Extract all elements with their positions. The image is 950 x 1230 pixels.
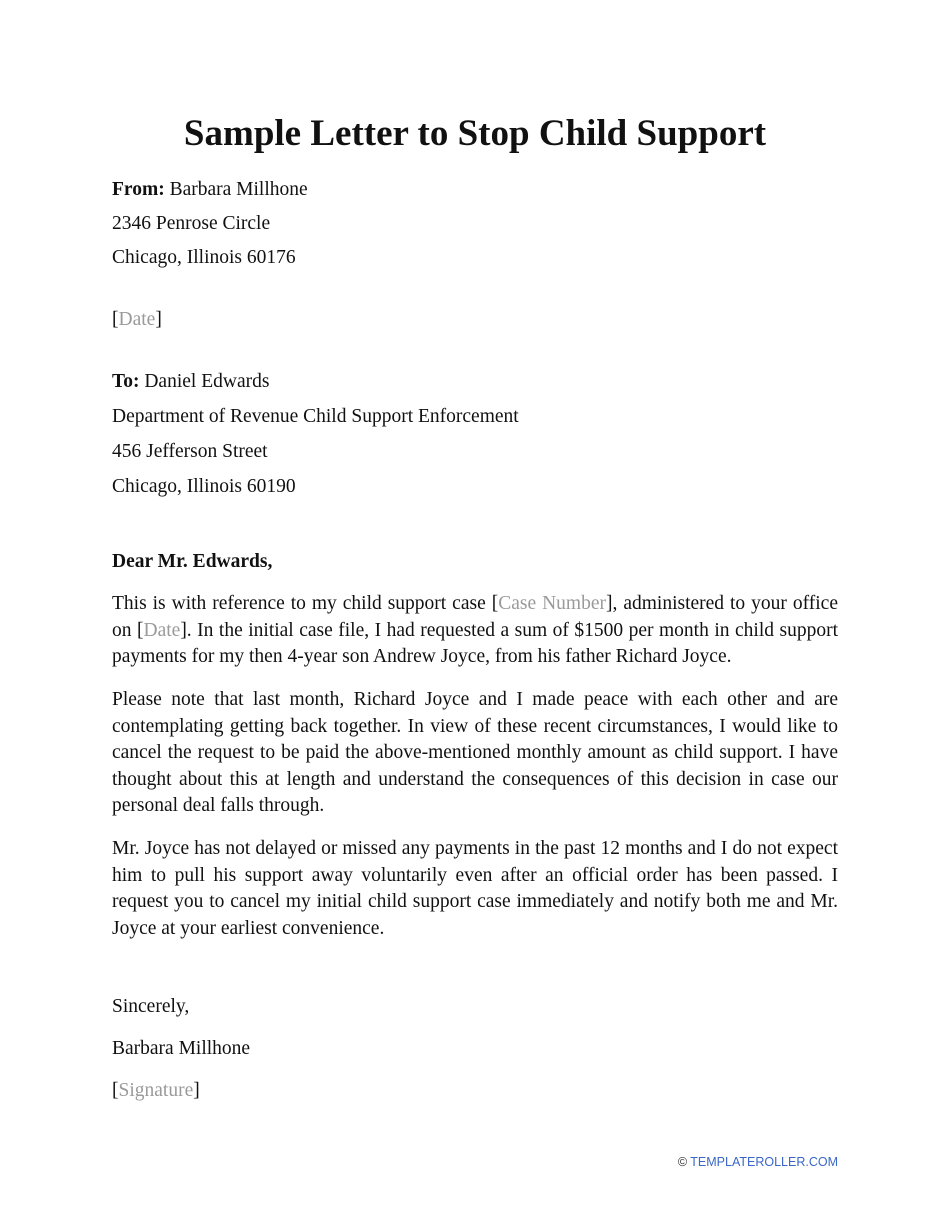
to-label: To: <box>112 371 140 392</box>
from-label: From: <box>112 179 165 200</box>
paragraph-1-text-a: This is with reference to my child support case [ <box>112 593 499 614</box>
body-paragraph-1 <box>112 591 838 671</box>
recipient-street: 456 Jefferson Street <box>112 441 268 462</box>
signature-line: [Signature] <box>112 1080 200 1101</box>
paragraph-1-text-c: ]. In the initial case file, I had requested a sum of $1500 per month in child support payments for my then 4-year son Andrew Joyce, from his father Richard Joyce. <box>112 619 838 667</box>
signer-name: Barbara Millhone <box>112 1038 251 1059</box>
case-number-placeholder: Case Number <box>498 593 606 614</box>
sender-street: 2346 Penrose Circle <box>112 213 271 234</box>
signature-placeholder: Signature <box>118 1080 194 1101</box>
body-paragraph-2: Please note that last month, Richard Joyce and I made peace with each other and are contemplating getting back together. In view of these recent circumstances, I would like to cancel the request to be paid the above-mentioned monthly amount as child support. I have thought about this at length and understand the consequences of this decision in case our personal deal falls through. <box>112 689 838 816</box>
date-line: [Date] <box>112 309 162 330</box>
closing: Sincerely, <box>112 996 190 1017</box>
sender-name-line <box>112 178 308 202</box>
salutation: Dear Mr. Edwards, <box>112 551 273 572</box>
recipient-organization: Department of Revenue Child Support Enforcement <box>112 406 519 427</box>
recipient-name-line <box>112 370 269 394</box>
filing-date-placeholder: Date <box>143 619 181 641</box>
footer-credit <box>678 1155 838 1169</box>
paragraph-1-text-b: ], administered to your office on [ <box>112 593 838 641</box>
sender-city: Chicago, Illinois 60176 <box>112 247 296 268</box>
sender-name: Barbara Millhone <box>169 179 308 200</box>
templateroller-link[interactable]: TEMPLATEROLLER.COM <box>690 1155 838 1169</box>
body-paragraph-3: Mr. Joyce has not delayed or missed any payments in the past 12 months and I do not expect him to pull his support away voluntarily even after an official order has been passed. I request you to cancel my initial child support case immediately and notify both me and Mr. Joyce at your earliest convenience. <box>112 838 838 939</box>
recipient-city: Chicago, Illinois 60190 <box>112 476 296 497</box>
date-placeholder: Date <box>118 309 156 330</box>
copyright-icon: © <box>677 1155 688 1169</box>
recipient-name: Daniel Edwards <box>144 371 270 392</box>
page-title: Sample Letter to Stop Child Support <box>183 113 767 154</box>
